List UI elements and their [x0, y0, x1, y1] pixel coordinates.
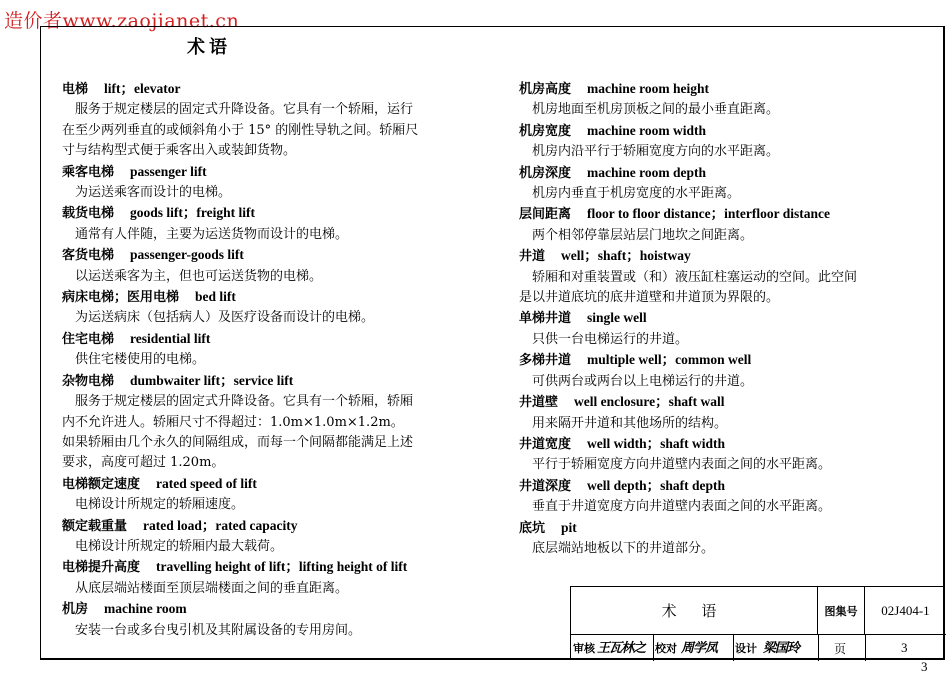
review-label: 审核 [573, 642, 595, 655]
check-signature: 周学凤 [681, 641, 718, 656]
term-english: rated speed of lift [156, 475, 257, 491]
term-definition-line: 为运送病床（包括病人）及医疗设备而设计的电梯。 [75, 310, 375, 326]
term-english: machine room depth [587, 164, 707, 180]
term-definition-line: 以运送乘客为主，但也可运送货物的电梯。 [75, 268, 323, 284]
term-definition-line: 两个相邻停靠层站层门地坎之间距离。 [532, 227, 754, 243]
term-chinese: 井道 [519, 249, 546, 265]
term-heading [519, 434, 909, 455]
check-label: 校对 [655, 642, 677, 655]
term-english: machine room height [587, 81, 710, 96]
term-english: machine room [104, 601, 187, 617]
title-block [570, 586, 945, 660]
divider [865, 634, 866, 661]
term-english: rated load；rated capacity [143, 517, 298, 533]
term-heading [62, 599, 462, 620]
term-definition-line: 为运送乘客而设计的电梯。 [75, 185, 232, 201]
term-definition-line: 从底层端站楼面至顶层端楼面之间的垂直距离。 [75, 580, 349, 596]
term-chinese: 电梯额定速度 [62, 476, 141, 492]
term-definition-line: 平行于轿厢宽度方向井道壁内表面之间的水平距离。 [532, 457, 832, 473]
term-chinese: 载货电梯 [62, 206, 115, 222]
term-heading [519, 121, 909, 142]
term-heading [519, 308, 909, 329]
divider [733, 634, 734, 661]
term-definition-line: 机房地面至机房顶板之间的最小垂直距离。 [532, 102, 780, 118]
term-definition-line: 通常有人伴随，主要为运送货物而设计的电梯。 [75, 226, 349, 242]
term-definition-line: 电梯设计所规定的轿厢内最大载荷。 [75, 538, 284, 554]
term-english: dumbwaiter lift；service lift [130, 372, 294, 388]
term-definition-line: 轿厢和对重装置或（和）液压缸柱塞运动的空间。此空间 [532, 269, 858, 285]
term-heading [62, 371, 462, 392]
term-heading [519, 518, 909, 539]
divider [818, 634, 819, 661]
term-chinese: 电梯 [62, 82, 89, 97]
term-chinese: 客货电梯 [62, 248, 115, 264]
term-chinese: 底坑 [519, 520, 546, 536]
term-heading [519, 163, 909, 184]
page-title: 术语 [187, 37, 231, 58]
term-definition-line: 是以井道底坑的底井道壁和井道顶为界限的。 [519, 290, 780, 306]
term-chinese: 层间距离 [519, 207, 572, 223]
term-definition-line: 可供两台或两台以上电梯运行的井道。 [532, 373, 754, 389]
term-definition-line: 寸与结构型式便于乘客出入或装卸货物。 [62, 143, 297, 159]
term-heading [519, 79, 909, 100]
term-heading [62, 516, 462, 537]
term-english: lift；elevator [104, 81, 181, 96]
term-english: travelling height of lift；lifting height of lift [156, 559, 408, 575]
atlas-number-label: 图集号 [818, 587, 865, 634]
term-english: multiple well；common well [587, 352, 752, 368]
term-heading [62, 557, 462, 578]
term-chinese: 井道宽度 [519, 436, 572, 452]
term-chinese: 井道壁 [519, 395, 559, 411]
term-english: well；shaft；hoistway [561, 248, 691, 264]
term-english: well depth；shaft depth [587, 477, 726, 493]
term-heading [62, 162, 462, 183]
term-heading [62, 245, 462, 266]
term-definition-line: 垂直于井道宽度方向井道壁内表面之间的水平距离。 [532, 499, 832, 515]
term-heading [519, 246, 909, 267]
term-english: residential lift [130, 330, 211, 346]
term-definition-line: 机房内垂直于机房宽度的水平距离。 [532, 186, 741, 202]
term-chinese: 病床电梯；医用电梯 [62, 290, 180, 306]
page-number: 3 [901, 640, 908, 655]
term-english: machine room width [587, 122, 707, 138]
term-chinese: 额定载重量 [62, 518, 128, 534]
term-heading [62, 203, 462, 224]
term-definition-line: 要求，高度可超过 1.20m。 [62, 455, 225, 471]
term-definition-line: 安装一台或多台曳引机及其附属设备的专用房间。 [75, 622, 362, 638]
term-chinese: 住宅电梯 [62, 331, 115, 347]
term-heading [519, 350, 909, 371]
term-english: well enclosure；shaft wall [574, 394, 725, 410]
page-label: 页 [834, 642, 847, 656]
term-definition-line: 底层端站地板以下的井道部分。 [532, 540, 715, 556]
term-definition-line: 供住宅楼使用的电梯。 [75, 352, 206, 368]
term-chinese: 井道深度 [519, 478, 572, 494]
term-chinese: 机房 [62, 602, 89, 618]
divider [653, 634, 654, 661]
watermark-text: 造价者www.zaojianet.cn [4, 10, 240, 32]
term-definition-line: 服务于规定楼层的固定式升降设备。它具有一个轿厢，运行 [75, 102, 414, 118]
design-signature: 梁国玲 [763, 641, 800, 656]
term-heading [519, 204, 909, 225]
term-english: well width；shaft width [587, 435, 726, 451]
term-definition-line: 如果轿厢由几个永久的间隔组成，而每一个间隔都能满足上述 [62, 434, 414, 450]
term-heading [62, 79, 462, 100]
term-chinese: 机房深度 [519, 165, 572, 181]
design-label: 设计 [735, 642, 757, 655]
term-english: pit [561, 519, 577, 535]
atlas-number: 02J404-1 [881, 602, 930, 618]
term-english: passenger lift [130, 163, 207, 179]
term-english: bed lift [195, 289, 236, 305]
review-signature: 王瓦林之 [597, 641, 646, 656]
term-english: goods lift；freight lift [130, 205, 256, 221]
term-definition-line: 在至少两列垂直的或倾斜角小于 15° 的刚性导轨之间。轿厢尺 [62, 122, 419, 138]
right-term-column [519, 79, 909, 559]
term-chinese: 机房高度 [519, 82, 572, 97]
term-chinese: 电梯提升高度 [62, 560, 141, 576]
term-definition-line: 电梯设计所规定的轿厢速度。 [75, 497, 245, 513]
term-heading [519, 476, 909, 497]
term-english: passenger-goods lift [130, 247, 244, 263]
term-chinese: 乘客电梯 [62, 164, 115, 180]
term-heading [62, 287, 462, 308]
term-heading [62, 474, 462, 495]
term-english: single well [587, 310, 647, 326]
term-definition-line: 机房内沿平行于轿厢宽度方向的水平距离。 [532, 144, 780, 160]
term-heading [519, 392, 909, 413]
term-heading [62, 329, 462, 350]
term-definition-line: 用来隔开井道和其他场所的结构。 [532, 415, 728, 431]
left-term-column [62, 79, 462, 641]
term-chinese: 杂物电梯 [62, 373, 115, 389]
term-chinese: 单梯井道 [519, 311, 572, 327]
sheet-page-number: 3 [921, 659, 928, 674]
term-definition-line: 内不允许进人。轿厢尺寸不得超过：1.0m×1.0m×1.2m。 [62, 414, 404, 430]
term-chinese: 机房宽度 [519, 123, 572, 139]
term-definition-line: 只供一台电梯运行的井道。 [532, 331, 689, 347]
title-block-title: 术 语 [571, 587, 818, 634]
term-definition-line: 服务于规定楼层的固定式升降设备。它具有一个轿厢，轿厢 [75, 394, 414, 410]
term-chinese: 多梯井道 [519, 353, 572, 369]
term-english: floor to floor distance；interfloor distance [587, 206, 830, 222]
